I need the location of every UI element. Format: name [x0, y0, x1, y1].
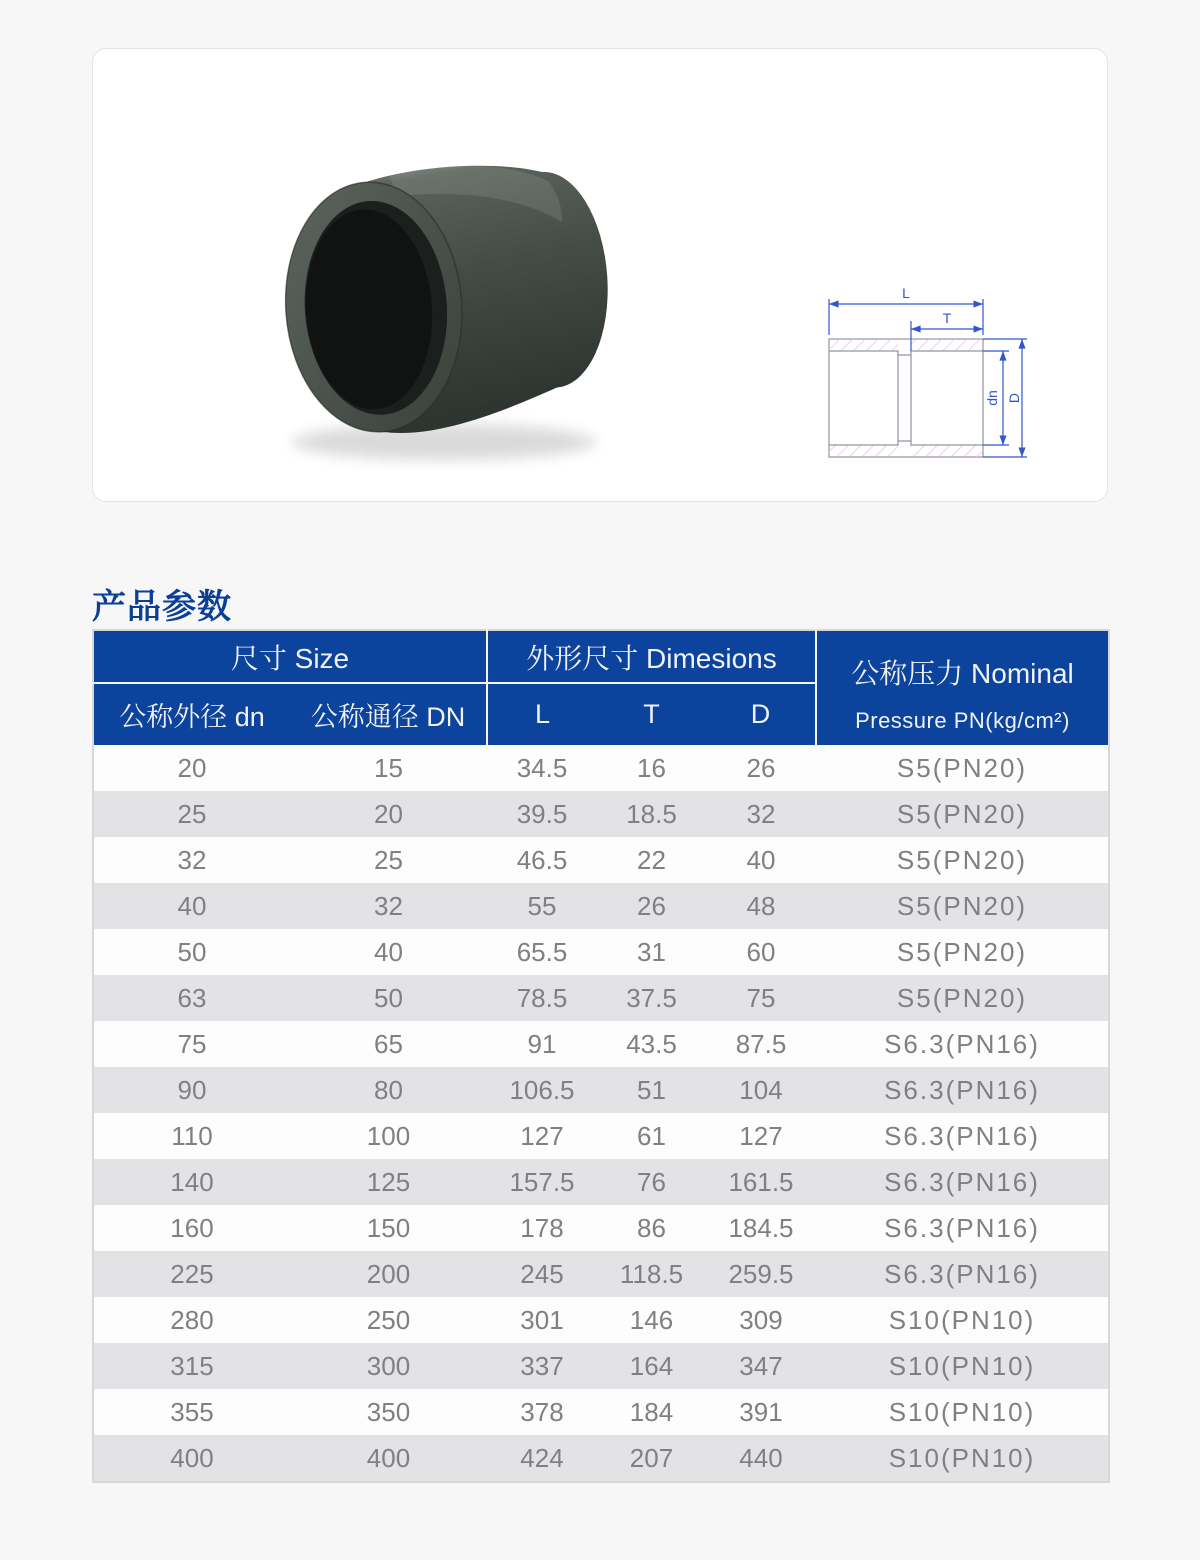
spec-cell: 87.5 — [706, 1021, 816, 1067]
spec-cell: 100 — [290, 1113, 487, 1159]
spec-cell: S5(PN20) — [816, 791, 1109, 837]
spec-cell: 61 — [597, 1113, 706, 1159]
spec-cell: S5(PN20) — [816, 745, 1109, 791]
spec-cell: 90 — [93, 1067, 290, 1113]
spec-cell: 118.5 — [597, 1251, 706, 1297]
spec-cell: 400 — [290, 1435, 487, 1482]
spec-cell: 424 — [487, 1435, 597, 1482]
spec-cell: 225 — [93, 1251, 290, 1297]
dimension-L — [829, 285, 983, 335]
spec-cell: 391 — [706, 1389, 816, 1435]
spec-cell: 63 — [93, 975, 290, 1021]
table-row — [93, 1021, 1109, 1067]
table-row — [93, 1159, 1109, 1205]
hatch-top-right — [911, 339, 983, 351]
spec-cell: 161.5 — [706, 1159, 816, 1205]
spec-cell: S6.3(PN16) — [816, 1205, 1109, 1251]
spec-cell: 178 — [487, 1205, 597, 1251]
spec-cell: 309 — [706, 1297, 816, 1343]
spec-cell: 106.5 — [487, 1067, 597, 1113]
spec-cell: 37.5 — [597, 975, 706, 1021]
spec-cell: S5(PN20) — [816, 883, 1109, 929]
spec-cell: 20 — [93, 745, 290, 791]
spec-cell: S10(PN10) — [816, 1435, 1109, 1482]
spec-cell: S6.3(PN16) — [816, 1113, 1109, 1159]
spec-cell: 86 — [597, 1205, 706, 1251]
spec-cell: 50 — [93, 929, 290, 975]
table-row — [93, 791, 1109, 837]
table-row — [93, 929, 1109, 975]
spec-cell: 207 — [597, 1435, 706, 1482]
spec-cell: 46.5 — [487, 837, 597, 883]
spec-cell: S6.3(PN16) — [816, 1021, 1109, 1067]
dim-label-T: T — [942, 310, 952, 326]
table-row — [93, 883, 1109, 929]
spec-cell: 140 — [93, 1159, 290, 1205]
spec-cell: 80 — [290, 1067, 487, 1113]
spec-cell: 75 — [706, 975, 816, 1021]
spec-cell: 22 — [597, 837, 706, 883]
hatch-top-left — [829, 339, 898, 351]
spec-cell: 43.5 — [597, 1021, 706, 1067]
product-photo — [269, 137, 623, 477]
header-col-D: D — [706, 683, 816, 745]
header-col-T: T — [597, 683, 706, 745]
hatch-bottom-right — [911, 445, 983, 457]
spec-cell: 50 — [290, 975, 487, 1021]
spec-cell: 65 — [290, 1021, 487, 1067]
spec-cell: 25 — [290, 837, 487, 883]
spec-cell: 245 — [487, 1251, 597, 1297]
spec-cell: 26 — [597, 883, 706, 929]
spec-cell: 250 — [290, 1297, 487, 1343]
spec-cell: 150 — [290, 1205, 487, 1251]
spec-cell: 300 — [290, 1343, 487, 1389]
spec-cell: 400 — [93, 1435, 290, 1482]
spec-cell: 31 — [597, 929, 706, 975]
spec-cell: 164 — [597, 1343, 706, 1389]
spec-cell: S10(PN10) — [816, 1297, 1109, 1343]
spec-cell: 127 — [487, 1113, 597, 1159]
header-group-pressure — [816, 630, 1109, 745]
product-shadow — [292, 424, 596, 460]
spec-cell: 315 — [93, 1343, 290, 1389]
spec-cell: 78.5 — [487, 975, 597, 1021]
table-row — [93, 1113, 1109, 1159]
table-row — [93, 745, 1109, 791]
spec-cell: 146 — [597, 1297, 706, 1343]
drawing-body-section — [829, 339, 983, 457]
spec-cell: 440 — [706, 1435, 816, 1482]
spec-cell: 200 — [290, 1251, 487, 1297]
spec-table-body — [93, 745, 1109, 1482]
dim-label-dn: dn — [984, 390, 1000, 406]
spec-cell: 259.5 — [706, 1251, 816, 1297]
spec-cell: 60 — [706, 929, 816, 975]
spec-cell: 104 — [706, 1067, 816, 1113]
spec-cell: 160 — [93, 1205, 290, 1251]
spec-cell: 157.5 — [487, 1159, 597, 1205]
spec-cell: S5(PN20) — [816, 929, 1109, 975]
spec-cell: S10(PN10) — [816, 1343, 1109, 1389]
spec-cell: S5(PN20) — [816, 837, 1109, 883]
header-group-size: 尺寸 Size — [93, 630, 487, 683]
spec-cell: 32 — [93, 837, 290, 883]
spec-table — [92, 629, 1110, 1483]
spec-cell: 76 — [597, 1159, 706, 1205]
table-row — [93, 837, 1109, 883]
spec-cell: 184 — [597, 1389, 706, 1435]
spec-cell: 65.5 — [487, 929, 597, 975]
product-media-card — [92, 48, 1108, 502]
header-row-groups — [93, 630, 1109, 683]
spec-cell: 25 — [93, 791, 290, 837]
technical-drawing — [819, 283, 1049, 473]
dim-label-D: D — [1006, 392, 1022, 404]
spec-cell: 48 — [706, 883, 816, 929]
table-row — [93, 1205, 1109, 1251]
header-group-dimensions: 外形尺寸 Dimesions — [487, 630, 816, 683]
spec-cell: 32 — [706, 791, 816, 837]
table-row — [93, 1067, 1109, 1113]
spec-cell: 55 — [487, 883, 597, 929]
spec-cell: 18.5 — [597, 791, 706, 837]
table-row — [93, 1435, 1109, 1482]
header-col-nominal-dia: 公称通径 DN — [290, 683, 487, 745]
dim-label-L: L — [902, 285, 910, 301]
spec-cell: 378 — [487, 1389, 597, 1435]
spec-cell: S6.3(PN16) — [816, 1251, 1109, 1297]
hatch-bottom-left — [829, 445, 898, 457]
spec-cell: 40 — [93, 883, 290, 929]
spec-cell: 40 — [290, 929, 487, 975]
header-col-outer-dia: 公称外径 dn — [93, 683, 290, 745]
spec-cell: S6.3(PN16) — [816, 1067, 1109, 1113]
spec-cell: 127 — [706, 1113, 816, 1159]
header-col-L: L — [487, 683, 597, 745]
spec-cell: 75 — [93, 1021, 290, 1067]
spec-cell: S10(PN10) — [816, 1389, 1109, 1435]
spec-cell: 39.5 — [487, 791, 597, 837]
header-pressure-en: Pressure PN(kg/cm²) — [855, 708, 1070, 733]
section-title: 产品参数 — [92, 588, 232, 627]
table-row — [93, 1251, 1109, 1297]
spec-cell: 20 — [290, 791, 487, 837]
spec-cell: 110 — [93, 1113, 290, 1159]
header-pressure-cn: 公称压力 Nominal — [851, 658, 1074, 689]
spec-cell: 15 — [290, 745, 487, 791]
table-row — [93, 1389, 1109, 1435]
spec-cell: 280 — [93, 1297, 290, 1343]
spec-cell: 355 — [93, 1389, 290, 1435]
spec-cell: 125 — [290, 1159, 487, 1205]
spec-cell: S6.3(PN16) — [816, 1159, 1109, 1205]
spec-cell: 184.5 — [706, 1205, 816, 1251]
spec-cell: 26 — [706, 745, 816, 791]
spec-cell: 347 — [706, 1343, 816, 1389]
spec-cell: 337 — [487, 1343, 597, 1389]
table-row — [93, 1343, 1109, 1389]
spec-cell: 350 — [290, 1389, 487, 1435]
spec-cell: 16 — [597, 745, 706, 791]
table-row — [93, 1297, 1109, 1343]
table-row — [93, 975, 1109, 1021]
spec-cell: 51 — [597, 1067, 706, 1113]
spec-cell: 32 — [290, 883, 487, 929]
spec-cell: 34.5 — [487, 745, 597, 791]
spec-cell: S5(PN20) — [816, 975, 1109, 1021]
spec-cell: 91 — [487, 1021, 597, 1067]
spec-cell: 301 — [487, 1297, 597, 1343]
spec-cell: 40 — [706, 837, 816, 883]
coupling-body — [277, 156, 618, 441]
